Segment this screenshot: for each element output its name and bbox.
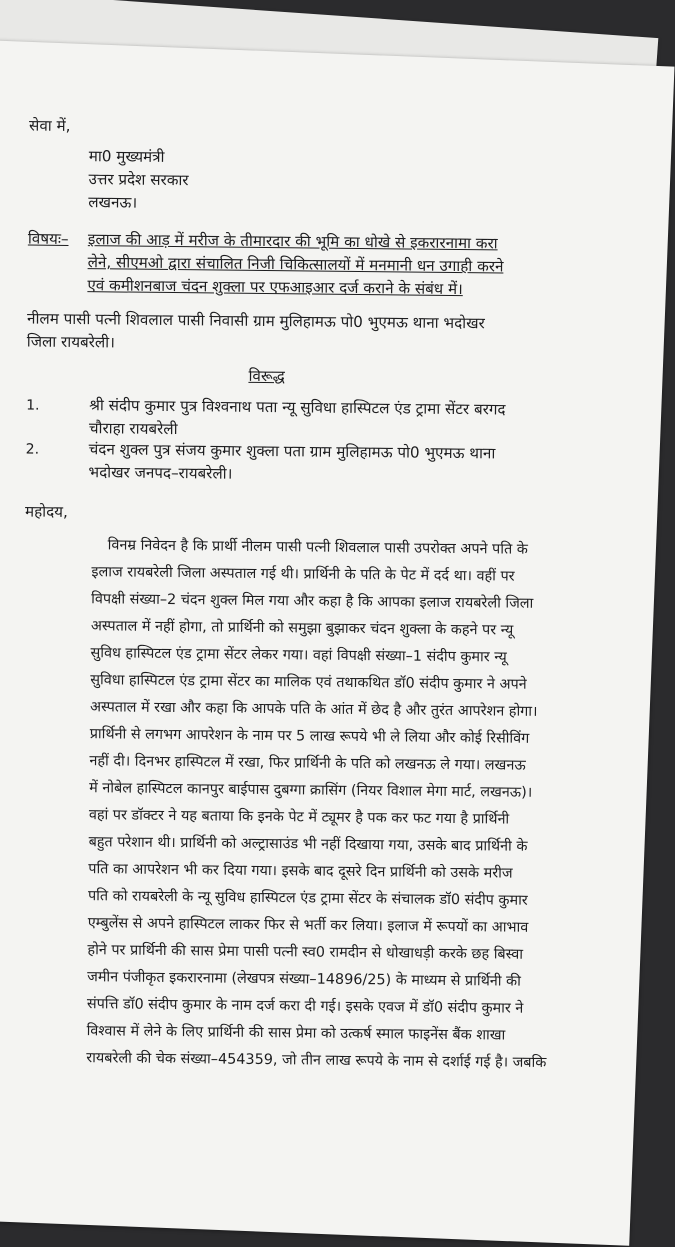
subject-line: एवं कमीशनबाज चंदन शुक्ला पर एफआइआर दर्ज कराने के संबंध में। bbox=[87, 276, 463, 299]
body-line: पति का आपरेशन भी कर दिया गया। इसके बाद दूसरे दिन प्रार्थिनी को उसके मरीज bbox=[88, 861, 513, 882]
subject-line: इलाज की आड़ में मरीज के तीमारदार की भूमि का धोखे से इकरारनामा करा bbox=[87, 230, 498, 253]
body-line: जमीन पंजीकृत इकरारनामा (लेखपत्र संख्या–14896/25) के माध्यम से प्रार्थिनी की bbox=[87, 969, 521, 990]
respondent-number: 2. bbox=[25, 441, 40, 458]
body-line: रायबरेली की चेक संख्या–454359, जो तीन लाख रूपये के नाम से दर्शाई गई है। जबकि bbox=[86, 1050, 547, 1071]
body-line: नहीं दी। दिनभर हास्पिटल में रखा, फिर प्रार्थिनी के पति को लखनऊ ले गया। लखनऊ bbox=[89, 753, 526, 774]
salutation: सेवा में, bbox=[29, 116, 71, 135]
subject-line: लेने, सीएमओ द्वारा संचालित निजी चिकित्सालयों में मनमानी धन उगाही करने bbox=[87, 253, 504, 276]
greeting: महोदय, bbox=[24, 502, 68, 521]
respondent-number: 1. bbox=[26, 397, 40, 414]
body-line: अस्पताल में रखा और कहा कि आपके पति के आंत में छेद है और तुरंत आपरेशन होगा। bbox=[89, 699, 538, 720]
body-line: प्रार्थिनी से लगभग आपरेशन के नाम पर 5 लाख रूपये भी ले लिया और कोई रिसीविंग bbox=[89, 726, 530, 747]
body-line: सुविध हास्पिटल एंड ट्रामा सेंटर लेकर गया। वहां विपक्षी संख्या–1 संदीप कुमार न्यू bbox=[90, 645, 507, 666]
body-line: अस्पताल में नहीं होगा, तो प्रार्थिनी को समुझा बुझाकर चंदन शुक्ला के कहने पर न्यू bbox=[90, 618, 514, 639]
addressee-line: लखनऊ। bbox=[88, 193, 138, 212]
addressee-line: उत्तर प्रदेश सरकार bbox=[88, 170, 189, 190]
body-line: वहां पर डॉक्टर ने यह बताया कि इनके पेट में ट्यूमर है पक कर फट गया है प्रार्थिनी bbox=[88, 807, 510, 828]
body-line: विश्वास में लेने के लिए प्रार्थिनी की सास प्रेमा को उत्कर्ष स्माल फाइनेंस बैंक शाखा bbox=[86, 1023, 506, 1044]
respondent-line: श्री संदीप कुमार पुत्र विश्वनाथ पता न्यू सुविधा हास्पिटल एंड ट्रामा सेंटर बरगद bbox=[89, 396, 506, 419]
body-line: सुविधा हास्पिटल एंड ट्रामा सेंटर का मालिक एवं तथाकथित डॉ0 संदीप कुमार ने अपने bbox=[90, 672, 527, 693]
subject-label: विषयः– bbox=[27, 229, 69, 248]
complainant-line: जिला रायबरेली। bbox=[26, 332, 116, 352]
respondent-line: चंदन शुक्ल पुत्र संजय कुमार शुक्ला पता ग्राम मुलिहामऊ पो0 भुएमऊ थाना bbox=[88, 440, 496, 463]
versus-heading: विरूद्ध bbox=[248, 366, 285, 386]
body-line: में नोबेल हास्पिटल कानपुर बाईपास दुबग्गा क्रासिंग (नियर विशाल मेगा मार्ट, लखनऊ)। bbox=[89, 780, 533, 801]
body-line: विनम्र निवेदन है कि प्रार्थी नीलम पासी पत्नी शिवलाल पासी उपरोक्त अपने पति के bbox=[107, 537, 528, 558]
body-line: बहुत परेशान थी। प्रार्थिनी को अल्ट्रासाउंड भी नहीं दिखाया गया, उसके बाद प्रार्थिनी के bbox=[88, 834, 528, 855]
body-line: संपत्ति डॉ0 संदीप कुमार के नाम दर्ज करा दी गई। इसके एवज में डॉ0 संदीप कुमार ने bbox=[86, 996, 524, 1017]
body-line: विपक्षी संख्या–2 चंदन शुक्ल मिल गया और कहा है कि आपका इलाज रायबरेली जिला bbox=[91, 591, 534, 612]
addressee-line: मा0 मुख्यमंत्री bbox=[88, 147, 165, 166]
body-line: इलाज रायबरेली जिला अस्पताल गई थी। प्रार्थिनी के पति के पेट में दर्द था। वहीं पर bbox=[91, 564, 515, 585]
respondent-line: भदोखर जनपद–रायबरेली। bbox=[88, 463, 233, 483]
body-line: होने पर प्रार्थिनी की सास प्रेमा पासी पत्नी स्व0 रामदीन से धोखाधड़ी करके छह बिस्वा bbox=[87, 942, 524, 963]
body-line: पति को रायबरेली के न्यू सुविध हास्पिटल एंड ट्रामा सेंटर के संचालक डॉ0 संदीप कुमार bbox=[87, 888, 528, 909]
body-line: एम्बुलेंस से अपने हास्पिटल लाकर फिर से भर्ती कर लिया। इलाज में रूपयों का आभाव bbox=[87, 915, 529, 936]
letter-page bbox=[0, 40, 674, 1246]
letter-content bbox=[0, 40, 675, 1227]
complainant-line: नीलम पासी पत्नी शिवलाल पासी निवासी ग्राम मुलिहामऊ पो0 भुएमऊ थाना भदोखर bbox=[26, 309, 485, 333]
respondent-line: चौराहा रायबरेली bbox=[88, 419, 178, 439]
